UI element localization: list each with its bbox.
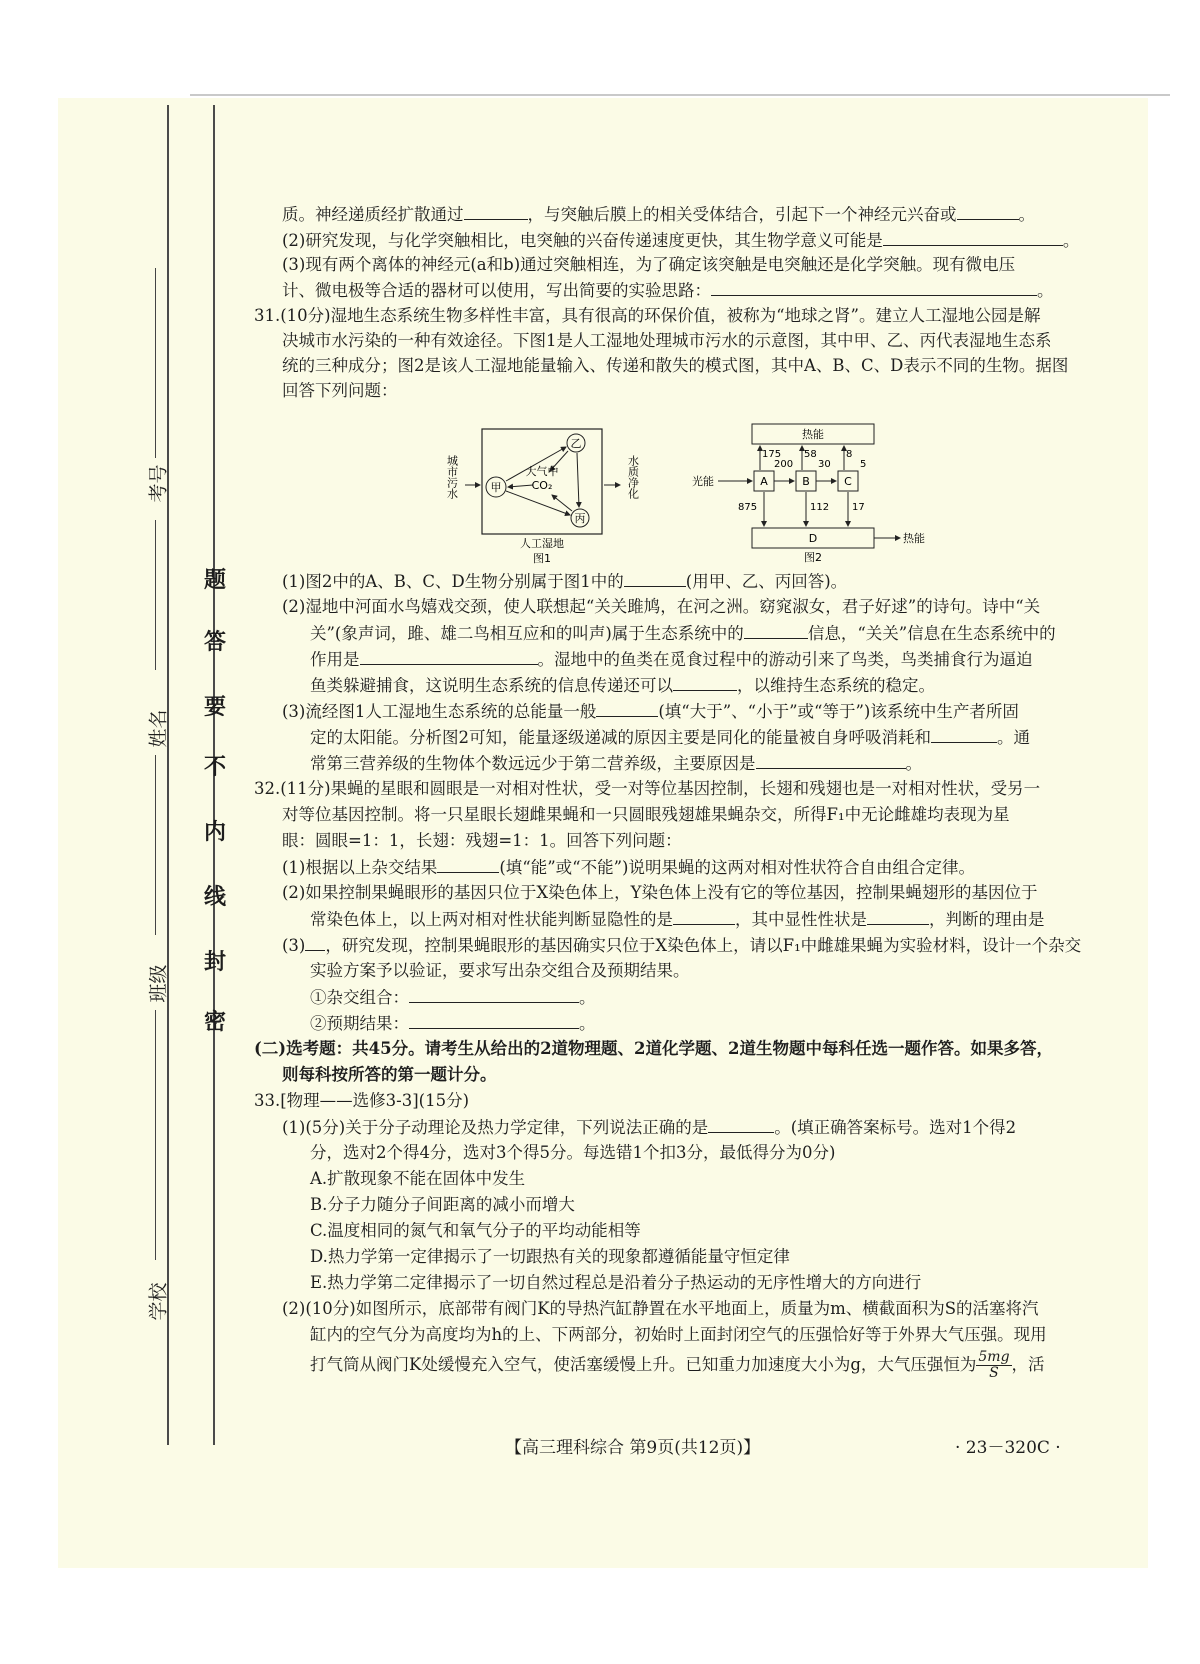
q32-p3-3: ①杂交组合： 。	[310, 988, 596, 1007]
answer-blank[interactable]	[409, 1012, 579, 1029]
q33-p2-3: 打气筒从阀门K处缓慢充入空气，使活塞缓慢上升。已知重力加速度大小为g，大气压强恒为 $\frac{5mg}{S}$ ，活	[310, 1349, 1045, 1381]
fig1-bing: 丙	[574, 512, 586, 525]
fig2-v175: 175	[762, 449, 782, 460]
q33-option-d: D.热力学第一定律揭示了一切跟热有关的现象都遵循能量守恒定律	[310, 1247, 790, 1266]
answer-blank[interactable]	[931, 726, 997, 743]
fig2-light: 光能	[692, 475, 714, 488]
fig2-v112: 112	[810, 502, 830, 513]
fig2-v17: 17	[852, 502, 865, 513]
answer-blank[interactable]	[883, 229, 1063, 246]
answer-blank[interactable]	[360, 648, 538, 665]
seal-char-ti: 题	[203, 567, 226, 593]
exam-no-blank	[155, 268, 156, 458]
q33-option-a: A.扩散现象不能在固体中发生	[310, 1169, 526, 1188]
seal-char-xian: 线	[203, 884, 226, 910]
q32-line2: 对等位基因控制。将一只星眼长翅雌果蝇和一只圆眼残翅雄果蝇杂交，所得F₁中无论雌雄均表现为星	[282, 805, 1010, 824]
answer-blank[interactable]	[673, 674, 737, 691]
q32-p1: (1)根据以上杂交结果 (填“能”或“不能”)说明果蝇的这两对相对性状符合自由组合定律。	[282, 858, 975, 877]
seal-char-bu: 不	[203, 754, 226, 780]
fig1-left-label: 城市污水	[445, 455, 459, 499]
fig2-b: B	[802, 475, 810, 488]
name-blank	[155, 755, 156, 935]
answer-blank[interactable]	[464, 203, 528, 220]
fig1-co2: CO₂	[531, 479, 553, 492]
fig1-air: 大气中	[525, 465, 559, 478]
fig2-caption: 图2	[804, 551, 822, 564]
fig1-yi: 乙	[570, 437, 582, 450]
fig1-caption: 图1	[533, 552, 551, 565]
q31-intro-2: 决城市水污染的一种有效途径。下图1是人工湿地处理城市污水的示意图，其中甲、乙、丙代表湿地生态系	[282, 331, 1052, 350]
fig1-right-label: 水质净化	[626, 455, 640, 499]
answer-blank[interactable]	[624, 570, 686, 587]
section2-line1: (二)选考题：共45分。请考生从给出的2道物理题、2道化学题、2道生物题中每科任选一题作答。如果多答，	[254, 1039, 1054, 1058]
q32-p3-4: ②预期结果： 。	[310, 1014, 596, 1033]
fig1-box-label: 人工湿地	[520, 537, 564, 550]
answer-blank[interactable]	[756, 752, 906, 769]
section2-line2: 则每科按所答的第一题计分。	[282, 1065, 497, 1084]
q31-p2-3: 作用是 。湿地中的鱼类在觅食过程中的游动引来了鸟类，鸟类捕食行为逼迫	[310, 650, 1033, 669]
q32-line1: 32.(11分)果蝇的星眼和圆眼是一对相对性状，受一对等位基因控制，长翅和残翅也是一对相对性状，受另一	[254, 779, 1041, 798]
q32-p2-2: 常染色体上，以上两对相对性状能判断显隐性的是 ，其中显性性状是 ，判断的理由是	[310, 910, 1045, 929]
top-edge-line	[190, 94, 1170, 96]
fig2-a: A	[760, 475, 768, 488]
q31-p1: (1)图2中的A、B、C、D生物分别属于图1中的 (用甲、乙、丙回答)。	[282, 572, 848, 591]
fig1-jia: 甲	[490, 481, 502, 494]
class-label: 班级	[147, 964, 170, 1003]
q31-p3-1: (3)流经图1人工湿地生态系统的总能量一般 (填“大于”、“小于”或“等于”)该系统中生产者所固	[282, 702, 1019, 721]
q32-p2-1: (2)如果控制果蝇眼形的基因只位于X染色体上，Y染色体上没有它的等位基因，控制果蝇翅形的基因位于	[282, 883, 1038, 902]
seal-char-nei: 内	[203, 819, 226, 845]
figure-2-energy-flow	[690, 420, 940, 565]
q32-p3-1: (3) ，研究发现，控制果蝇眼形的基因确实只位于X染色体上，请以F₁中雌雄果蝇为实验材料，设计一个杂交	[282, 936, 1082, 955]
fig2-c: C	[844, 475, 852, 488]
footer-page-info: 【高三理科综合 第9页(共12页)】	[505, 1438, 761, 1458]
q30-line4: 计、微电极等合适的器材可以使用，写出简要的实验思路： 。	[282, 281, 1054, 300]
footer-code: · 23－320C ·	[955, 1438, 1061, 1458]
answer-blank[interactable]	[305, 934, 325, 951]
figure-2-svg	[690, 420, 940, 565]
binding-line-outer	[167, 105, 169, 1445]
q33-option-b: B.分子力随分子间距离的减小而增大	[310, 1195, 575, 1214]
fig2-v30: 30	[818, 459, 831, 470]
fig2-v200: 200	[774, 459, 794, 470]
answer-blank[interactable]	[867, 908, 929, 925]
q31-p3-3: 常第三营养级的生物体个数远远少于第二营养级，主要原因是 。	[310, 754, 922, 773]
q31-intro-1: 31.(10分)湿地生态系统生物多样性丰富，具有很高的环保价值，被称为“地球之肾”。建立人工湿地公园是解	[254, 306, 1041, 325]
seal-char-yao: 要	[203, 694, 226, 720]
school-label: 学校	[147, 1282, 170, 1321]
answer-blank[interactable]	[673, 908, 735, 925]
q33-option-e: E.热力学第二定律揭示了一切自然过程总是沿着分子热运动的无序性增大的方向进行	[310, 1273, 922, 1292]
q31-p2-1: (2)湿地中河面水鸟嬉戏交颈，使人联想起“关关雎鸠，在河之洲。窈窕淑女，君子好逑”的诗句。诗中“关	[282, 597, 1041, 616]
q33-option-c: C.温度相同的氮气和氧气分子的平均动能相等	[310, 1221, 641, 1240]
q30-line1: 质。神经递质经扩散通过 ，与突触后膜上的相关受体结合，引起下一个神经元兴奋或 。	[282, 205, 1035, 224]
fig2-d: D	[808, 532, 818, 545]
fig2-v58: 58	[804, 449, 817, 460]
q32-line3: 眼：圆眼=1：1，长翅：残翅=1：1。回答下列问题：	[282, 831, 682, 850]
answer-blank[interactable]	[409, 986, 579, 1003]
fig2-heat-top: 热能	[802, 428, 824, 441]
fig2-v5: 5	[860, 459, 867, 470]
q31-p3-2: 定的太阳能。分析图2可知，能量逐级递减的原因主要是同化的能量被自身呼吸消耗和 。通	[310, 728, 1030, 747]
exam-no-label: 考号	[147, 464, 170, 503]
q33-p1: (1)(5分)关于分子动理论及热力学定律，下列说法正确的是 。(填正确答案标号。选对1个得2	[282, 1118, 1017, 1137]
q33-title: 33.[物理——选修3-3](15分)	[254, 1091, 470, 1110]
q30-line2: (2)研究发现，与化学突触相比，电突触的兴奋传递速度更快，其生物学意义可能是 。	[282, 231, 1080, 250]
fig2-v875: 875	[738, 502, 758, 513]
q33-p1-2: 分，选对2个得4分，选对3个得5分。每选错1个扣3分，最低得分为0分)	[310, 1143, 836, 1162]
name-label: 姓名	[147, 709, 170, 748]
seal-char-feng: 封	[203, 949, 226, 975]
q31-p2-4: 鱼类躲避捕食，这说明生态系统的信息传递还可以 ，以维持生态系统的稳定。	[310, 676, 935, 695]
q33-p2-1: (2)(10分)如图所示，底部带有阀门K的导热汽缸静置在水平地面上，质量为m、横截面积为S的活塞将汽	[282, 1299, 1039, 1318]
answer-blank[interactable]	[596, 700, 658, 717]
class-blank	[155, 1010, 156, 1260]
answer-blank[interactable]	[957, 203, 1019, 220]
answer-blank[interactable]	[437, 856, 499, 873]
q32-p3-2: 实验方案予以验证，要求写出杂交组合及预期结果。	[310, 961, 690, 980]
pressure-fraction: $\frac{5mg}{S}$	[978, 1349, 1010, 1381]
fig2-v8: 8	[846, 449, 853, 460]
figure-1-wetland	[440, 425, 655, 565]
q31-p2-2: 关”(象声词，雎、雄二鸟相互应和的叫声)属于生态系统中的 信息，“关关”信息在生态系统中的	[310, 624, 1056, 643]
answer-blank[interactable]	[744, 622, 808, 639]
fig2-heat-right: 热能	[903, 532, 925, 545]
q33-p2-2: 缸内的空气分为高度均为h的上、下两部分，初始时上面封闭空气的压强恰好等于外界大气压强。现用	[310, 1325, 1047, 1344]
q31-intro-4: 回答下列问题：	[282, 381, 398, 400]
q30-line3: (3)现有两个离体的神经元(a和b)通过突触相连，为了确定该突触是电突触还是化学突触。现有微电压	[282, 255, 1016, 274]
exam-no-blank-lower	[155, 520, 156, 670]
seal-char-da: 答	[203, 629, 226, 655]
answer-blank[interactable]	[711, 279, 1037, 296]
seal-char-mi: 密	[203, 1009, 226, 1035]
answer-blank[interactable]	[708, 1116, 774, 1133]
q31-intro-3: 统的三种成分；图2是该人工湿地能量输入、传递和散失的模式图，其中A、B、C、D表示不同的生物。据图	[282, 356, 1069, 375]
figure-1-svg	[440, 425, 655, 565]
